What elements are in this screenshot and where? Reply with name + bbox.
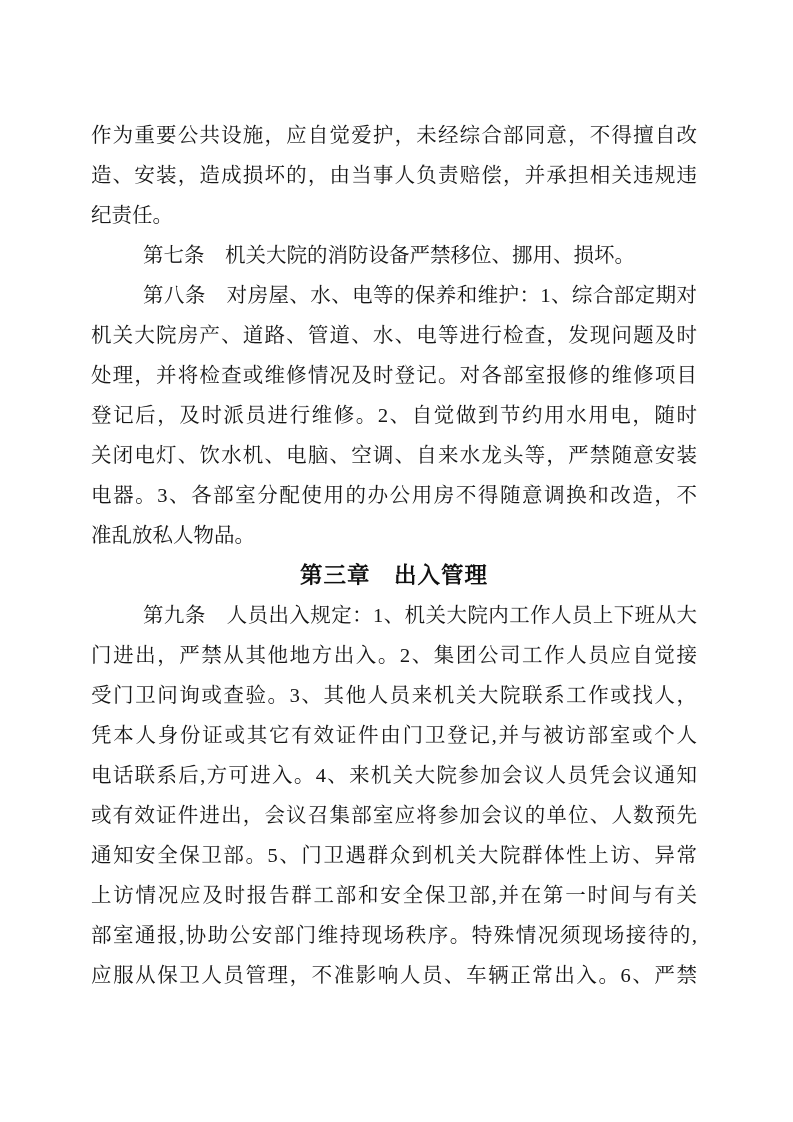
text-line: 电器。3、各部室分配使用的办公用房不得随意调换和改造，不 [91,485,697,507]
chapter-heading-text: 第三章 出入管理 [299,563,488,588]
text-line: 应服从保卫人员管理，不准影响人员、车辆正常出入。6、严禁 [91,965,697,987]
text-line: 或有效证件进出，会议召集部室应将参加会议的单位、人数预先 [91,805,697,827]
text-line: 通知安全保卫部。5、门卫遇群众到机关大院群体性上访、异常 [91,845,697,867]
text-line: 门进出，严禁从其他地方出入。2、集团公司工作人员应自觉接 [91,645,697,667]
text-line: 处理，并将检查或维修情况及时登记。对各部室报修的维修项目 [91,365,697,387]
paragraph-continuation [91,116,697,236]
text-line: 作为重要公共设施，应自觉爱护，未经综合部同意，不得擅自改 [91,125,697,147]
text-line: 机关大院房产、道路、管道、水、电等进行检查，发现问题及时 [91,325,697,347]
document-body [91,116,697,996]
text-line: 登记后，及时派员进行维修。2、自觉做到节约用水用电，随时 [91,405,697,427]
text-line: 第八条 对房屋、水、电等的保养和维护：1、综合部定期对 [143,285,697,307]
text-line: 准乱放私人物品。 [91,525,255,547]
text-line: 纪责任。 [91,205,173,227]
article-8-paragraph [91,276,697,556]
text-line: 部室通报,协助公安部门维持现场秩序。特殊情况须现场接待的, [91,925,697,947]
text-line: 第九条 人员出入规定：1、机关大院内工作人员上下班从大 [143,605,697,627]
text-line: 凭本人身份证或其它有效证件由门卫登记,并与被访部室或个人 [91,725,697,747]
article-9-paragraph [91,596,697,996]
text-line: 关闭电灯、饮水机、电脑、空调、自来水龙头等，严禁随意安装 [91,445,697,467]
text-line: 造、安装，造成损坏的，由当事人负责赔偿，并承担相关违规违 [91,165,697,187]
text-line: 受门卫问询或查验。3、其他人员来机关大院联系工作或找人， [91,685,697,707]
text-line: 上访情况应及时报告群工部和安全保卫部,并在第一时间与有关 [91,885,697,907]
text-line: 第七条 机关大院的消防设备严禁移位、挪用、损坏。 [143,245,635,267]
article-7-paragraph [91,236,697,276]
chapter-3-heading [91,556,697,596]
text-line: 电话联系后,方可进入。4、来机关大院参加会议人员凭会议通知 [91,765,697,787]
